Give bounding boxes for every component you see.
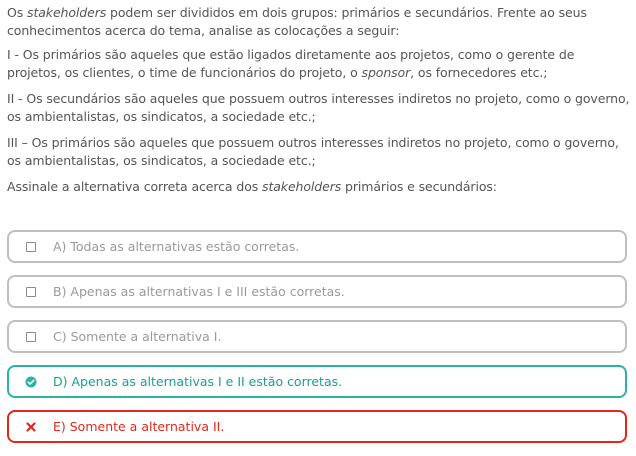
cross-icon <box>26 422 36 432</box>
emphasis-sponsor: sponsor <box>361 65 411 80</box>
emphasis-stakeholders-2: stakeholders <box>262 179 342 194</box>
statement-i: I - Os primários são aqueles que estão ligados diretamente aos projetos, como o gerente de projetos, os clientes, o time de funcionários do projeto, o sponsor, os fornecedores etc.; <box>7 47 575 80</box>
question-intro: Os stakeholders podem ser divididos em dois grupos: primários e secundários. Frente ao seus conhecimentos acerca do tema, analise as colocações a seguir: <box>7 5 587 38</box>
option-b-label: B) Apenas as alternativas I e III estão corretas. <box>53 284 345 299</box>
option-b[interactable] <box>7 275 627 308</box>
option-c-label: C) Somente a alternativa I. <box>53 329 222 344</box>
emphasis-stakeholders: stakeholders <box>27 5 107 20</box>
option-a[interactable] <box>7 230 627 263</box>
question-prompt: Assinale a alternativa correta acerca dos stakeholders primários e secundários: <box>7 179 497 194</box>
option-e-label: E) Somente a alternativa II. <box>53 419 225 434</box>
checkbox-icon[interactable] <box>26 332 36 342</box>
option-a-label: A) Todas as alternativas estão corretas. <box>53 239 300 254</box>
check-circle-icon <box>25 376 37 388</box>
statement-ii: II - Os secundários são aqueles que possuem outros interesses indiretos no projeto, como o governo, os ambientalistas, os sindicatos, a sociedade etc.; <box>7 91 630 124</box>
option-c[interactable] <box>7 320 627 353</box>
statement-iii: III – Os primários são aqueles que possuem outros interesses indiretos no projeto, como o governo, os ambientalistas, os sindicatos, a sociedade etc.; <box>7 135 619 168</box>
checkbox-icon[interactable] <box>26 242 36 252</box>
question-text <box>7 4 631 204</box>
answer-options <box>7 230 627 455</box>
checkbox-icon[interactable] <box>26 287 36 297</box>
option-d-label: D) Apenas as alternativas I e II estão corretas. <box>53 374 343 389</box>
option-e[interactable] <box>7 410 627 443</box>
option-d[interactable] <box>7 365 627 398</box>
